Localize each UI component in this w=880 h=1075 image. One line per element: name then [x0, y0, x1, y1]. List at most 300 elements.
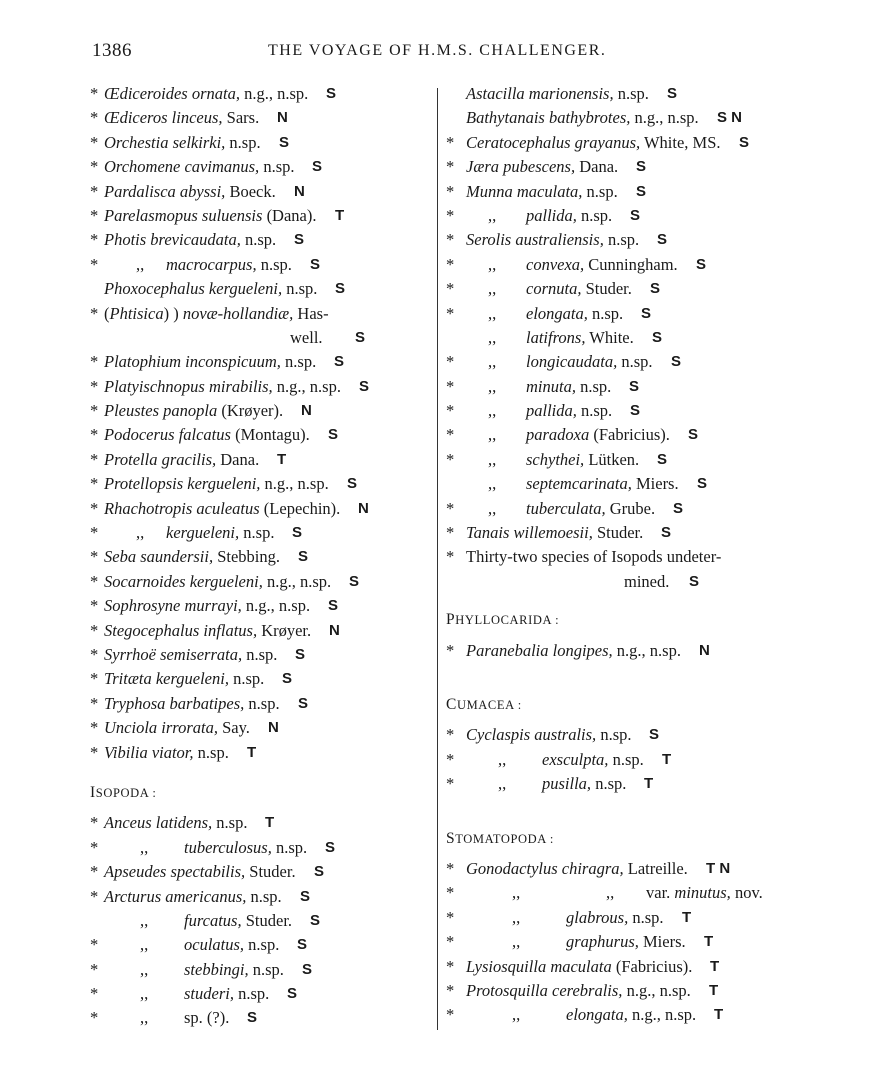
taxon-italic: septemcarinata,	[526, 474, 632, 494]
authority-text: Miers.	[638, 932, 686, 952]
asterisk-marker: *	[90, 644, 99, 664]
species-name	[104, 350, 316, 374]
ditto-mark: ,,	[488, 327, 497, 347]
asterisk-marker: *	[446, 205, 455, 225]
authority-text: n.g., n.sp.	[627, 1005, 697, 1025]
species-entry	[446, 448, 796, 472]
station-code: T	[710, 957, 720, 975]
authority-text: White, MS.	[640, 132, 721, 152]
authority-text: n.g., n.sp.	[262, 571, 332, 591]
species-entry	[446, 1003, 796, 1027]
taxon-italic: Œdiceros linceus,	[104, 108, 223, 128]
heading-smallcaps: HYLLOCARIDA :	[455, 613, 560, 628]
asterisk-marker: *	[90, 498, 99, 518]
species-entry	[90, 277, 434, 301]
species-entry	[446, 930, 796, 954]
species-entry	[90, 1006, 434, 1030]
station-code: S	[636, 182, 647, 200]
species-entry	[446, 857, 796, 881]
asterisk-marker: *	[90, 742, 99, 762]
authority-text: Miers.	[631, 474, 679, 494]
station-code: S	[298, 548, 309, 566]
taxon-italic: studeri,	[184, 984, 234, 1004]
amphipoda-list	[90, 82, 434, 765]
station-code: S	[739, 133, 750, 151]
station-code: S	[295, 645, 306, 663]
taxon-italic: Munna maculata,	[466, 181, 583, 201]
taxon-italic: elongata,	[526, 303, 588, 323]
species-entry	[446, 106, 796, 130]
asterisk-marker: *	[446, 352, 455, 372]
species-name	[646, 881, 763, 905]
asterisk-marker: *	[90, 205, 99, 225]
species-name	[526, 497, 655, 521]
authority-text: n.g., n.sp.	[260, 474, 329, 494]
station-code: N	[294, 182, 305, 200]
species-name	[104, 619, 311, 643]
species-name	[466, 155, 618, 179]
station-code: S	[310, 911, 321, 929]
authority-text: n.sp.	[591, 774, 627, 794]
station-code: S	[347, 475, 358, 493]
species-name	[104, 106, 259, 130]
continuation-text: mined.	[624, 571, 670, 591]
species-name	[104, 180, 276, 204]
species-entry	[446, 979, 796, 1003]
authority-text: (Lepechin).	[259, 498, 341, 518]
ditto-mark: ,,	[140, 984, 149, 1004]
taxon-italic: stebbingi,	[184, 959, 249, 979]
taxon-italic: Pleustes panopla	[104, 401, 218, 421]
species-name	[104, 204, 317, 228]
species-entry	[90, 253, 434, 277]
station-code: S	[359, 377, 370, 395]
species-entry	[446, 639, 796, 663]
species-name	[466, 180, 618, 204]
species-name	[184, 958, 284, 982]
taxon-italic: kergueleni,	[166, 523, 240, 543]
species-entry	[90, 302, 434, 326]
authority-text: Dana.	[575, 157, 619, 177]
taxon-italic: pallida,	[526, 401, 577, 421]
ditto-mark: ,,	[488, 498, 497, 518]
authority-text: n.sp.	[608, 749, 644, 769]
asterisk-marker: *	[90, 254, 99, 274]
ditto-mark: ,,	[488, 254, 497, 274]
asterisk-marker: *	[446, 907, 455, 927]
authority-text: n.sp.	[212, 813, 248, 833]
species-name	[104, 277, 317, 301]
species-entry	[446, 180, 796, 204]
species-entry	[446, 881, 796, 905]
species-entry	[446, 955, 796, 979]
ditto-mark: ,,	[512, 1005, 521, 1025]
asterisk-marker: *	[446, 181, 455, 201]
authority-text: Thirty-two species of Isopods undeter-	[466, 547, 722, 567]
station-code: T	[682, 908, 692, 926]
taxon-italic: Arcturus americanus,	[104, 886, 247, 906]
species-entry	[446, 521, 796, 545]
authority-text: Studer.	[581, 279, 632, 299]
species-entry	[446, 326, 796, 350]
station-code: T	[247, 743, 257, 761]
asterisk-marker: *	[90, 181, 99, 201]
station-code: S	[641, 304, 652, 322]
station-code: S	[657, 450, 668, 468]
authority-text: n.sp.	[587, 303, 624, 323]
asterisk-marker: *	[446, 132, 455, 152]
authority-text: (	[104, 303, 110, 323]
species-name	[166, 521, 274, 545]
ditto-mark: ,,	[136, 523, 145, 543]
taxon-italic: Serolis australiensis,	[466, 230, 604, 250]
species-entry	[90, 448, 434, 472]
taxon-italic: Apseudes spectabilis,	[104, 862, 246, 882]
heading-cap: C	[446, 695, 457, 713]
running-head: THE VOYAGE OF H.M.S. CHALLENGER.	[268, 42, 607, 59]
station-code: S	[636, 158, 647, 176]
authority-text: n.sp.	[575, 376, 612, 396]
asterisk-marker: *	[446, 303, 455, 323]
species-entry	[90, 811, 434, 835]
authority-text: n.sp.	[596, 725, 632, 745]
species-name	[466, 723, 631, 747]
taxon-italic: pallida,	[526, 205, 577, 225]
station-code: S	[688, 426, 699, 444]
asterisk-marker: *	[446, 858, 455, 878]
station-code: S	[671, 353, 682, 371]
species-name	[526, 326, 634, 350]
species-entry	[446, 748, 796, 772]
station-code: S	[292, 524, 303, 542]
species-entry	[90, 933, 434, 957]
species-entry	[446, 204, 796, 228]
ditto-mark: ,,	[606, 883, 615, 903]
species-entry	[90, 82, 434, 106]
species-entry	[90, 106, 434, 130]
station-code: S	[328, 597, 339, 615]
asterisk-marker: *	[90, 425, 99, 445]
species-entry	[446, 472, 796, 496]
taxon-italic: macrocarpus,	[166, 254, 257, 274]
continuation-text: well.	[290, 327, 323, 347]
ditto-mark: ,,	[488, 303, 497, 323]
species-name	[526, 472, 679, 496]
ditto-mark: ,,	[512, 932, 521, 952]
asterisk-marker: *	[90, 352, 99, 372]
asterisk-marker: *	[446, 230, 455, 250]
taxon-italic: Socarnoides kergueleni,	[104, 571, 263, 591]
ditto-mark: ,,	[140, 910, 149, 930]
station-code: S	[310, 255, 321, 273]
species-name	[466, 82, 649, 106]
station-code: S	[630, 402, 641, 420]
asterisk-marker: *	[446, 1005, 455, 1025]
species-name	[526, 350, 653, 374]
asterisk-marker: *	[446, 774, 455, 794]
authority-text: n.sp.	[246, 886, 282, 906]
species-name	[104, 228, 276, 252]
species-name	[184, 1006, 229, 1030]
authority-text: n.sp.	[582, 181, 618, 201]
species-name	[104, 741, 229, 765]
species-entry	[90, 982, 434, 1006]
species-entry	[90, 619, 434, 643]
station-code: S	[298, 694, 309, 712]
authority-text: n.sp.	[193, 742, 229, 762]
taxon-italic: Stegocephalus inflatus,	[104, 620, 258, 640]
authority-text: n.g., n.sp.	[622, 980, 691, 1000]
taxon-italic: Photis brevicaudata,	[104, 230, 241, 250]
species-name	[184, 836, 307, 860]
asterisk-marker: *	[90, 620, 99, 640]
species-name	[166, 253, 292, 277]
species-entry	[446, 253, 796, 277]
species-entry	[446, 375, 796, 399]
authority-text: n.sp.	[239, 523, 275, 543]
authority-text: sp. (?).	[184, 1008, 230, 1028]
species-entry	[446, 497, 796, 521]
authority-text: n.sp.	[617, 352, 653, 372]
taxon-italic: schythei,	[526, 449, 585, 469]
species-name	[526, 375, 611, 399]
station-code: S	[335, 280, 346, 298]
species-name	[104, 82, 308, 106]
station-code: T	[709, 981, 719, 999]
authority-text: Stebbing.	[213, 547, 281, 567]
taxon-italic: Seba saundersii,	[104, 547, 214, 567]
species-name	[526, 448, 639, 472]
taxon-italic: Protellopsis kergueleni,	[104, 474, 261, 494]
species-entry	[90, 860, 434, 884]
station-code: S	[314, 863, 325, 881]
heading-smallcaps: UMACEA :	[456, 697, 522, 712]
species-name	[104, 860, 296, 884]
station-code: S	[657, 231, 668, 249]
authority-text: Cunningham.	[584, 254, 678, 274]
station-code: T	[662, 750, 672, 768]
taxon-italic: Pardalisca abyssi,	[104, 181, 226, 201]
taxon-italic: Lysiosquilla maculata	[466, 956, 612, 976]
station-code: N	[277, 109, 288, 127]
ditto-mark: ,,	[512, 883, 521, 903]
species-name	[104, 692, 280, 716]
species-entry	[446, 772, 796, 796]
asterisk-marker: *	[90, 886, 99, 906]
species-entry	[90, 643, 434, 667]
taxon-italic: novæ-hollandiæ,	[182, 303, 294, 323]
asterisk-marker: *	[446, 749, 455, 769]
species-name	[466, 857, 688, 881]
taxon-italic: Orchomene cavimanus,	[104, 157, 260, 177]
station-code: S	[287, 985, 298, 1003]
taxon-italic: Rhachotropis aculeatus	[104, 498, 260, 518]
taxon-italic: Protella gracilis,	[104, 449, 217, 469]
station-code: N	[699, 641, 710, 659]
authority-text: Studer.	[241, 910, 293, 930]
species-entry	[446, 82, 796, 106]
authority-text: n.sp.	[244, 693, 280, 713]
species-entry	[446, 570, 796, 594]
heading-smallcaps: SOPODA :	[95, 785, 157, 800]
ditto-mark: ,,	[140, 935, 149, 955]
species-name	[566, 930, 686, 954]
asterisk-marker: *	[90, 449, 99, 469]
species-name	[104, 594, 310, 618]
authority-text: (Dana).	[262, 205, 317, 225]
species-entry	[90, 909, 434, 933]
station-code: S	[355, 328, 366, 346]
station-code: S	[279, 133, 290, 151]
species-entry	[446, 423, 796, 447]
taxon-italic: Tryphosa barbatipes,	[104, 693, 245, 713]
right-column	[446, 82, 796, 1028]
taxon-italic: tuberculata,	[526, 498, 606, 518]
station-code: T	[277, 450, 287, 468]
phyllocarida-list	[446, 639, 796, 663]
station-code: T	[335, 206, 345, 224]
taxon-italic: Syrrhoë semiserrata,	[104, 644, 243, 664]
taxon-italic: Phtisica	[109, 303, 164, 323]
species-name	[104, 885, 282, 909]
ditto-mark: ,,	[498, 774, 507, 794]
species-entry	[90, 204, 434, 228]
species-entry	[446, 906, 796, 930]
asterisk-marker: *	[90, 718, 99, 738]
asterisk-marker: *	[446, 523, 455, 543]
taxon-italic: paradoxa	[526, 425, 590, 445]
authority-text: )	[173, 303, 183, 323]
species-entry	[90, 180, 434, 204]
station-code: S	[650, 280, 661, 298]
species-entry	[90, 228, 434, 252]
heading-cap: I	[90, 783, 96, 801]
species-entry	[90, 570, 434, 594]
authority-text: n.sp.	[256, 254, 292, 274]
species-name	[526, 423, 670, 447]
asterisk-marker: *	[90, 303, 99, 323]
species-name	[526, 399, 612, 423]
ditto-mark: ,,	[140, 1008, 149, 1028]
species-entry	[90, 741, 434, 765]
species-entry	[90, 958, 434, 982]
asterisk-marker: *	[90, 84, 99, 103]
species-entry	[90, 885, 434, 909]
species-name	[184, 982, 269, 1006]
taxon-italic: furcatus,	[184, 910, 242, 930]
asterisk-marker: *	[446, 376, 455, 396]
species-name	[104, 667, 264, 691]
species-entry	[90, 716, 434, 740]
taxon-italic: Œdiceroides ornata,	[104, 84, 240, 103]
species-entry	[446, 723, 796, 747]
taxon-italic: Tritæta kergueleni,	[104, 669, 229, 689]
station-code: S	[334, 353, 345, 371]
authority-text: n.sp.	[259, 157, 295, 177]
asterisk-marker: *	[90, 984, 99, 1004]
species-entry	[90, 667, 434, 691]
species-entry	[446, 131, 796, 155]
species-entry	[90, 326, 434, 350]
authority-text: (Montagu).	[230, 425, 310, 445]
asterisk-marker: *	[90, 596, 99, 616]
asterisk-marker: *	[90, 157, 99, 177]
station-code: S N	[717, 109, 743, 127]
taxon-italic: Paranebalia longipes,	[466, 640, 613, 660]
species-entry	[90, 836, 434, 860]
heading-smallcaps: TOMATOPODA :	[455, 831, 555, 846]
species-entry	[90, 423, 434, 447]
station-code: S	[302, 960, 313, 978]
authority-text: Lütken.	[584, 449, 640, 469]
authority-text: Studer.	[592, 523, 644, 543]
species-name	[104, 716, 250, 740]
authority-text: n.sp.	[240, 230, 277, 250]
isopoda-list	[90, 811, 434, 1031]
authority-text: n.sp.	[244, 935, 280, 955]
authority-text: Krøyer.	[257, 620, 312, 640]
asterisk-marker: *	[446, 254, 455, 274]
ditto-mark: ,,	[488, 401, 497, 421]
taxon-italic: glabrous,	[566, 907, 629, 927]
asterisk-marker: *	[90, 862, 99, 882]
taxon-italic: Ceratocephalus grayanus,	[466, 132, 641, 152]
asterisk-marker: *	[446, 425, 455, 445]
species-name	[466, 639, 681, 663]
asterisk-marker: *	[90, 837, 99, 857]
taxon-italic: Podocerus falcatus	[104, 425, 231, 445]
species-entry	[90, 131, 434, 155]
asterisk-marker: *	[90, 1008, 99, 1028]
authority-text: n.sp.	[233, 984, 270, 1004]
authority-text: )	[163, 303, 174, 323]
authority-text: (Krøyer).	[217, 401, 284, 421]
ditto-mark: ,,	[140, 959, 149, 979]
taxon-italic: Orchestia selkirki,	[104, 132, 226, 152]
species-name	[184, 933, 279, 957]
authority-text: n.g., n.sp.	[630, 108, 699, 128]
species-name	[526, 253, 678, 277]
station-code: S	[282, 670, 293, 688]
species-entry	[90, 692, 434, 716]
authority-text: n.sp.	[576, 401, 613, 421]
section-heading-isopoda	[90, 781, 434, 805]
ditto-mark: ,,	[488, 352, 497, 372]
taxon-italic: Anceus latidens,	[104, 813, 213, 833]
heading-cap: P	[446, 611, 456, 629]
species-name	[104, 131, 261, 155]
asterisk-marker: *	[90, 376, 99, 396]
station-code: S	[697, 475, 708, 493]
taxon-italic: oculatus,	[184, 935, 245, 955]
species-name	[566, 906, 664, 930]
taxon-italic: Phoxocephalus kergueleni,	[104, 279, 283, 299]
section-heading-cumacea	[446, 693, 796, 717]
species-name	[542, 748, 644, 772]
species-entry	[90, 155, 434, 179]
page-number: 1386	[92, 40, 132, 61]
authority-text: Has-	[293, 303, 329, 323]
taxon-italic: Platyischnopus mirabilis,	[104, 376, 273, 396]
authority-text: n.sp.	[271, 837, 308, 857]
species-name	[184, 909, 292, 933]
section-heading-phyllocarida	[446, 608, 796, 632]
stomatopoda-list	[446, 857, 796, 1028]
station-code: S	[652, 328, 663, 346]
species-name	[104, 448, 259, 472]
asterisk-marker: *	[446, 157, 455, 177]
asterisk-marker: *	[90, 108, 99, 128]
